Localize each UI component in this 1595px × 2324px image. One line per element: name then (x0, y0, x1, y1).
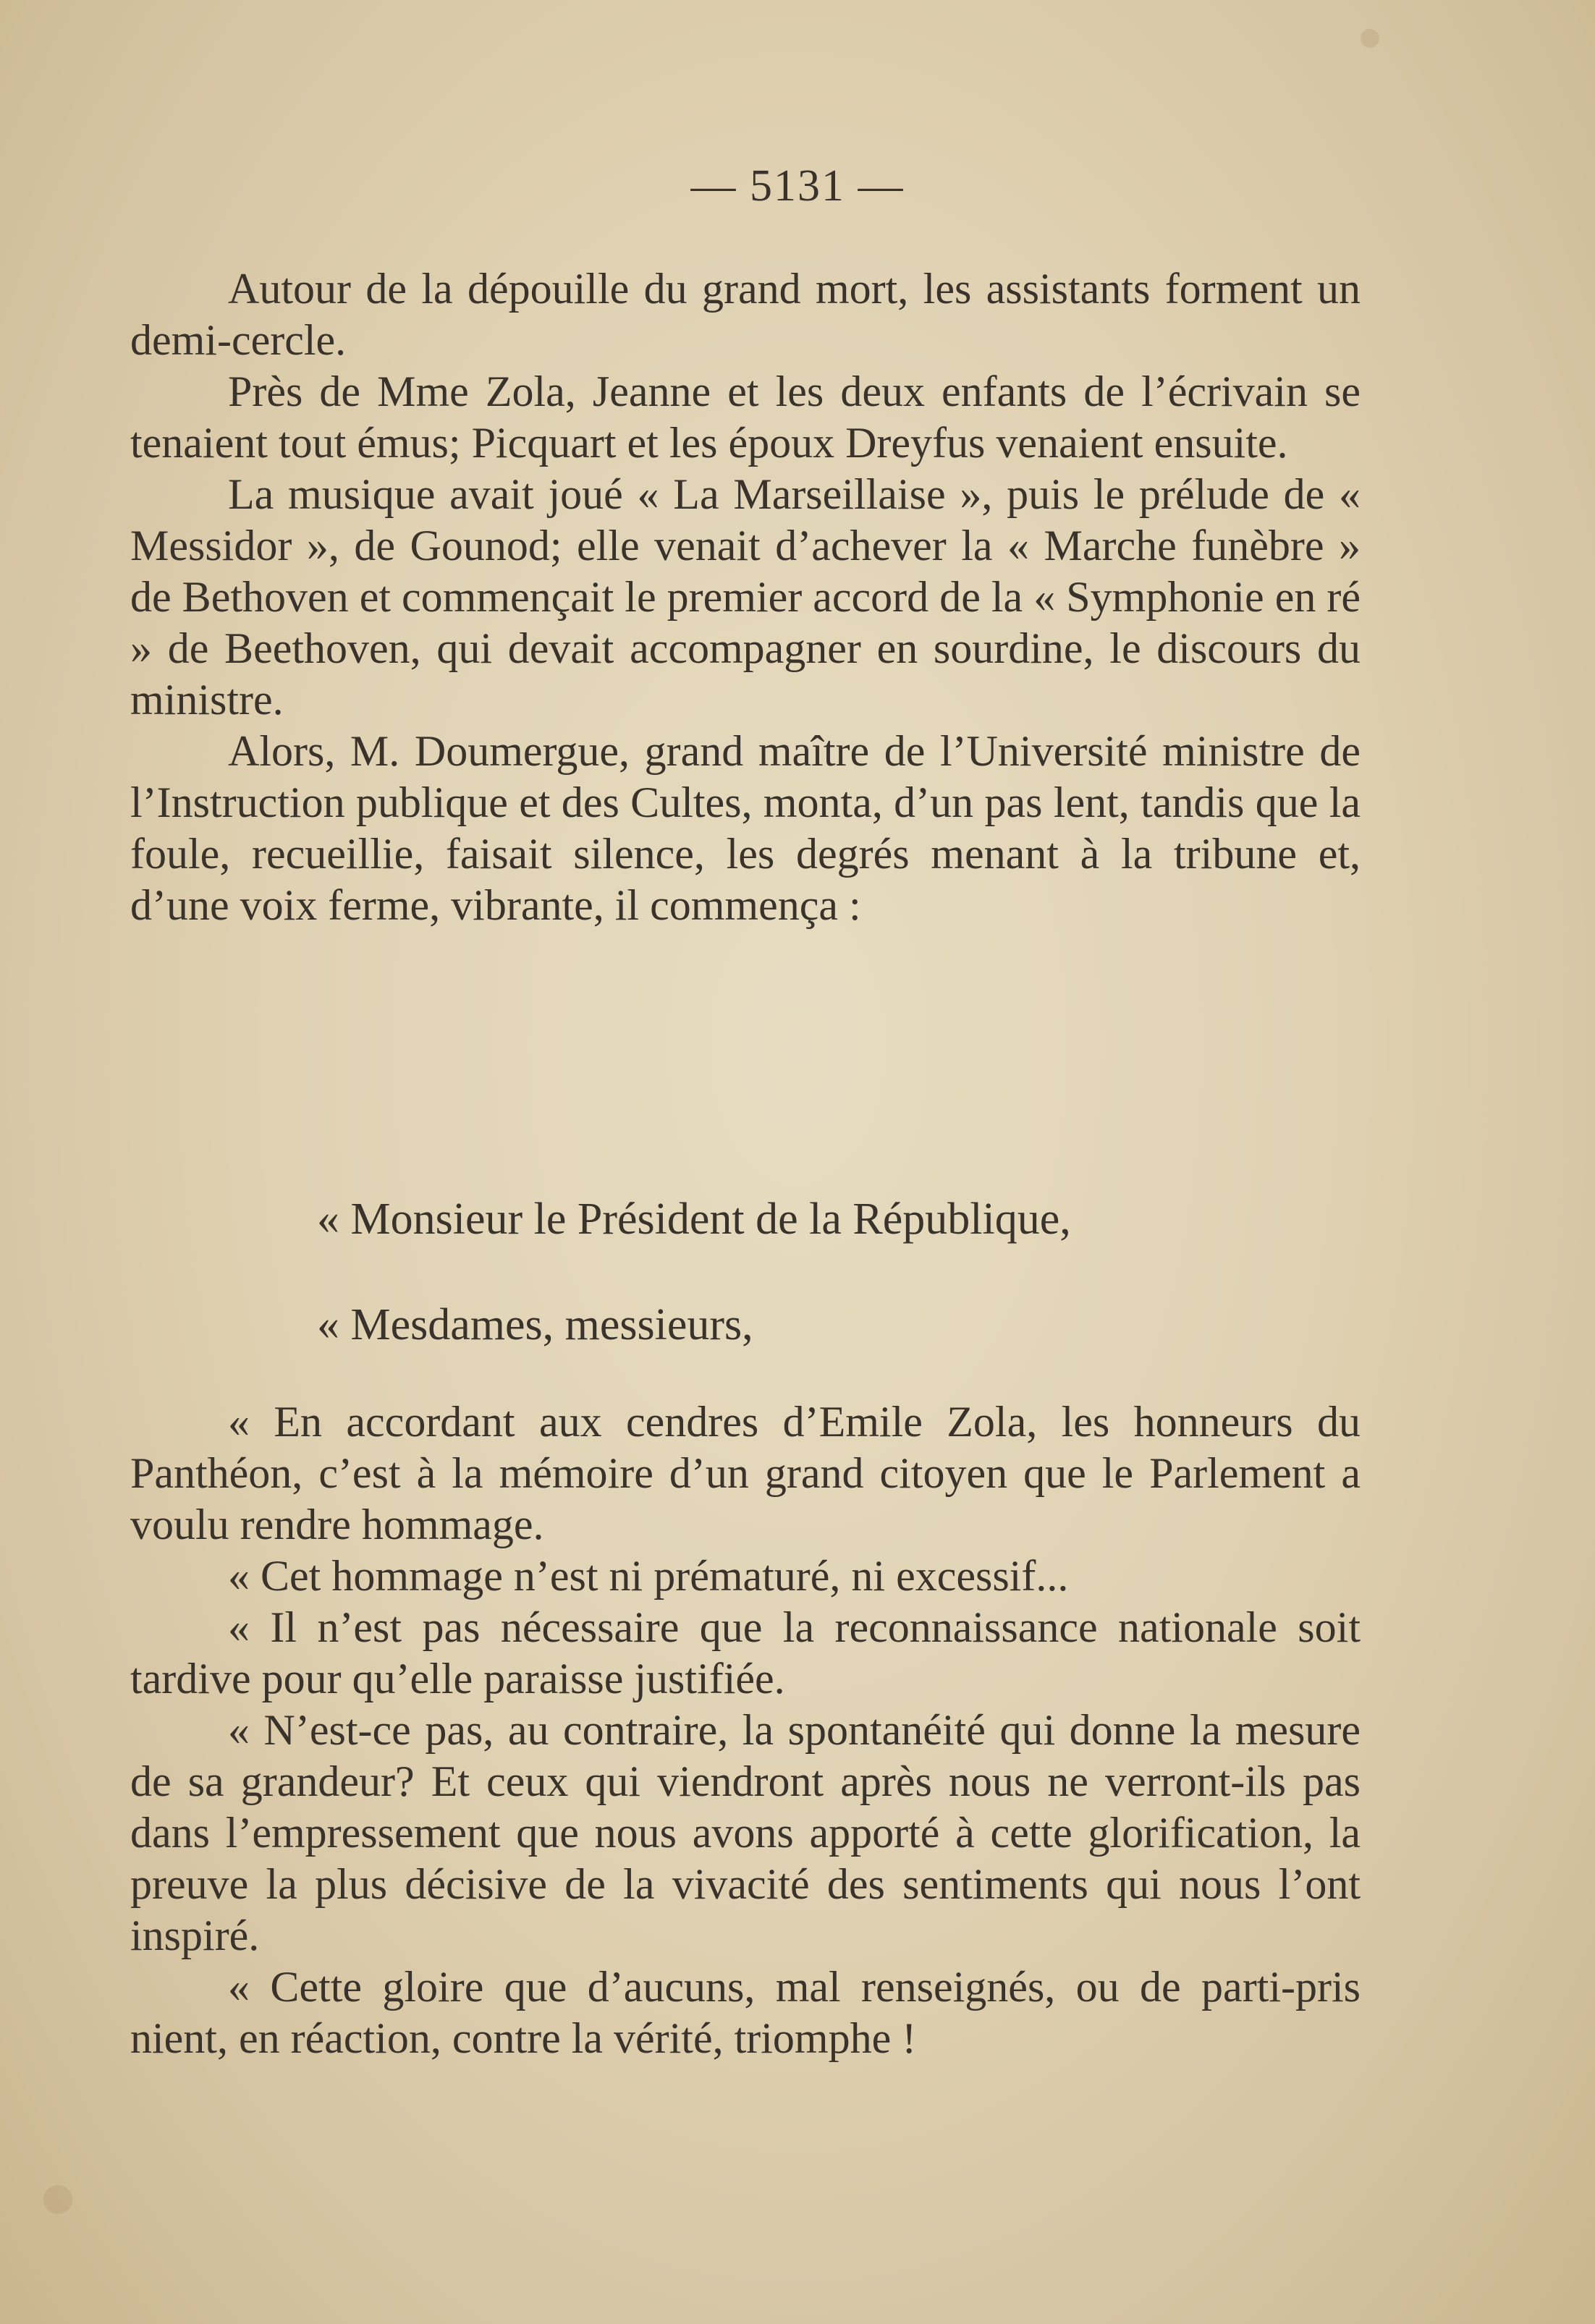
page-number: — 5131 — (690, 161, 905, 211)
paper-stain (43, 2185, 72, 2214)
narrative-text (130, 263, 1361, 931)
paragraph: Près de Mme Zola, Jeanne et les deux enfants de l’écrivain se tenaient tout émus; Picquart et les époux Dreyfus venaient ensuite. (130, 368, 1361, 467)
speech-text (130, 1396, 1361, 2064)
paragraph: Alors, M. Doumergue, grand maître de l’Université ministre de l’Instruction publique et des Cultes, monta, d’un pas lent, tandis que la foule, recueillie, faisait silence, les degrés menant à la tribune et, d’une voix ferme, vibrante, il commença : (130, 727, 1361, 929)
paragraph: « Cette gloire que d’aucuns, mal renseignés, ou de parti-pris nient, en réaction, contre la vérité, triomphe ! (130, 1963, 1361, 2062)
paragraph: Autour de la dépouille du grand mort, les assistants forment un demi-cercle. (130, 265, 1361, 364)
paper-stain (1361, 29, 1379, 48)
paragraph: « En accordant aux cendres d’Emile Zola, les honneurs du Panthéon, c’est à la mémoire d’un grand citoyen que le Parlement a voulu rendre hommage. (130, 1398, 1361, 1548)
paragraph: « Il n’est pas nécessaire que la reconnaissance nationale soit tardive pour qu’elle paraisse justifiée. (130, 1603, 1361, 1702)
salutation-audience: « Mesdames, messieurs, (317, 1300, 753, 1349)
paragraph: « Cet hommage n’est ni prématuré, ni excessif... (228, 1552, 1069, 1600)
salutation-president: « Monsieur le Président de la République, (317, 1195, 1071, 1244)
paragraph: « N’est-ce pas, au contraire, la spontanéité qui donne la mesure de sa grandeur? Et ceux qui viendront après nous ne verront-ils pas dans l’empressement que nous avons apporté à cette glorification, la preuve la plus décisive de la vivacité des sentiments qui nous l’ont inspiré. (130, 1706, 1361, 1959)
paragraph: La musique avait joué « La Marseillaise », puis le prélude de « Messidor », de Gounod; elle venait d’achever la « Marche funèbre » de Bethoven et commençait le premier accord de la « Symphonie en ré » de Beethoven, qui devait accompagner en sourdine, le discours du ministre. (130, 470, 1361, 724)
